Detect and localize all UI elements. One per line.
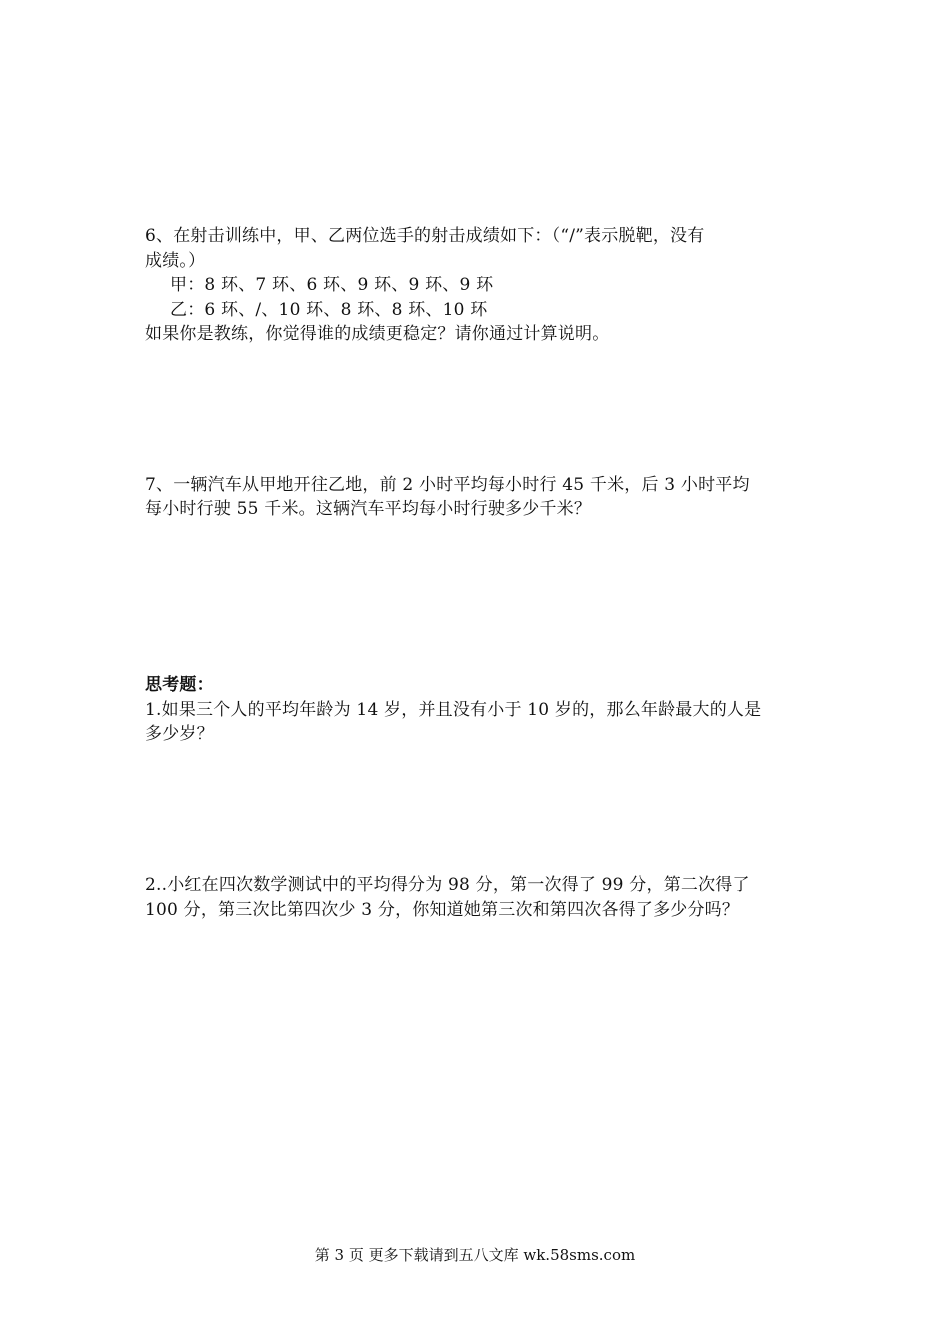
q6-line-2: 成绩。） [145, 251, 206, 271]
thinking-p1-line-2: 多少岁？ [145, 724, 214, 744]
q6-jia-scores: 甲：8 环、7 环、6 环、9 环、9 环、9 环 [170, 275, 494, 295]
thinking-heading: 思考题： [145, 675, 214, 695]
q6-line-1: 6、在射击训练中，甲、乙两位选手的射击成绩如下：（“/”表示脱靶，没有 [145, 226, 705, 246]
page-footer: 第 3 页 更多下载请到五八文库 wk.58sms.com [314, 1246, 636, 1264]
q6-question: 如果你是教练，你觉得谁的成绩更稳定？请你通过计算说明。 [145, 324, 610, 344]
thinking-p2-line-2: 100 分，第三次比第四次少 3 分，你知道她第三次和第四次各得了多少分吗？ [145, 900, 740, 920]
q6-yi-scores: 乙：6 环、/、10 环、8 环、8 环、10 环 [170, 300, 488, 320]
thinking-p1-line-1: 1.如果三个人的平均年龄为 14 岁，并且没有小于 10 岁的，那么年龄最大的人是 [145, 700, 762, 720]
thinking-p2-line-1: 2..小红在四次数学测试中的平均得分为 98 分，第一次得了 99 分，第二次得了 [145, 875, 750, 895]
q7-line-2: 每小时行驶 55 千米。这辆汽车平均每小时行驶多少千米？ [145, 499, 592, 519]
q7-line-1: 7、一辆汽车从甲地开往乙地，前 2 小时平均每小时行 45 千米，后 3 小时平均 [145, 475, 750, 495]
